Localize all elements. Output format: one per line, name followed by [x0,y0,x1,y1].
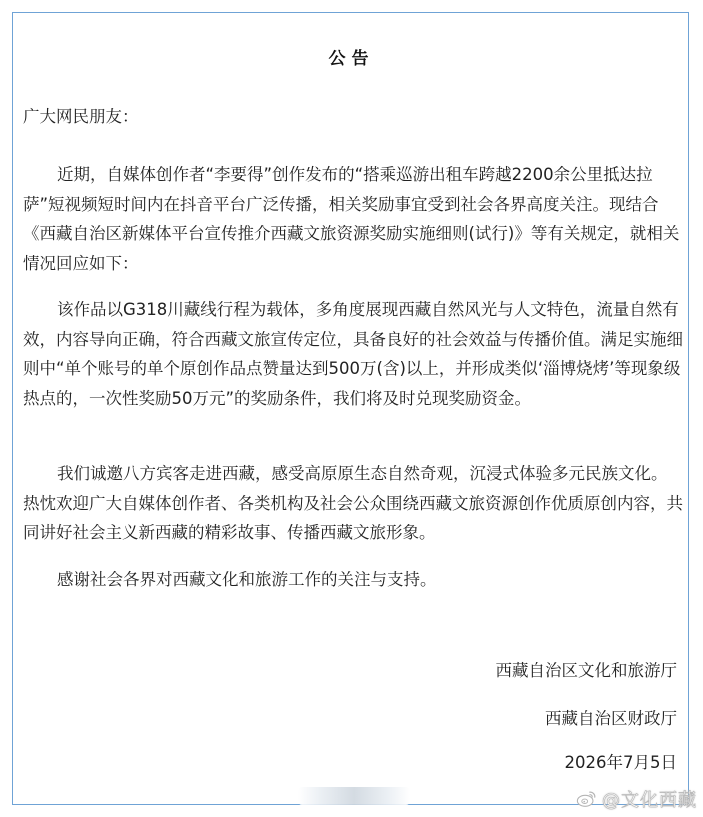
salutation: 广大网民朋友： [23,107,139,126]
paragraph-thanks: 感谢社会各界对西藏文化和旅游工作的关注与支持。 [57,570,437,589]
paragraph-invitation: 我们诚邀八方宾客走进西藏，感受高原原生态自然奇观，沉浸式体验多元民族文化。热忱欢迎广大自媒体创作者、各类机构及社会公众围绕西藏文旅资源创作优质原创内容，共同讲好社会主义新西藏的精彩故事、传播西藏文旅形象。 [23,464,683,542]
weibo-watermark [576,786,697,812]
weibo-icon [576,788,598,810]
paragraph-intro: 近期，自媒体创作者“李要得”创作发布的“搭乘巡游出租车跨越2200余公里抵达拉萨”短视频短时间内在抖音平台广泛传播，相关奖励事宜受到社会各界高度关注。现结合《西藏自治区新媒体平台宣传推介西藏文旅资源奖励实施细则(试行)》等有关规定，就相关情况回应如下： [23,165,680,273]
signature-date: 2026年7月5日 [564,753,677,772]
bottom-overlay-bar [298,787,410,805]
signature-culture-tourism-dept: 西藏自治区文化和旅游厅 [495,661,677,680]
signature-finance-dept: 西藏自治区财政厅 [545,709,677,728]
notice-title: 公告 [328,49,375,69]
paragraph-evaluation: 该作品以G318川藏线行程为载体，多角度展现西藏自然风光与人文特色，流量自然有效，内容导向正确，符合西藏文旅宣传定位，具备良好的社会效益与传播价值。满足实施细则中“单个账号的单个原创作品点赞量达到500万(含)以上，并形成类似‘淄博烧烤’等现象级热点的，一次性奖励50万元”的奖励条件，我们将及时兑现奖励资金。 [23,300,683,408]
watermark-text: @文化西藏 [602,790,697,811]
